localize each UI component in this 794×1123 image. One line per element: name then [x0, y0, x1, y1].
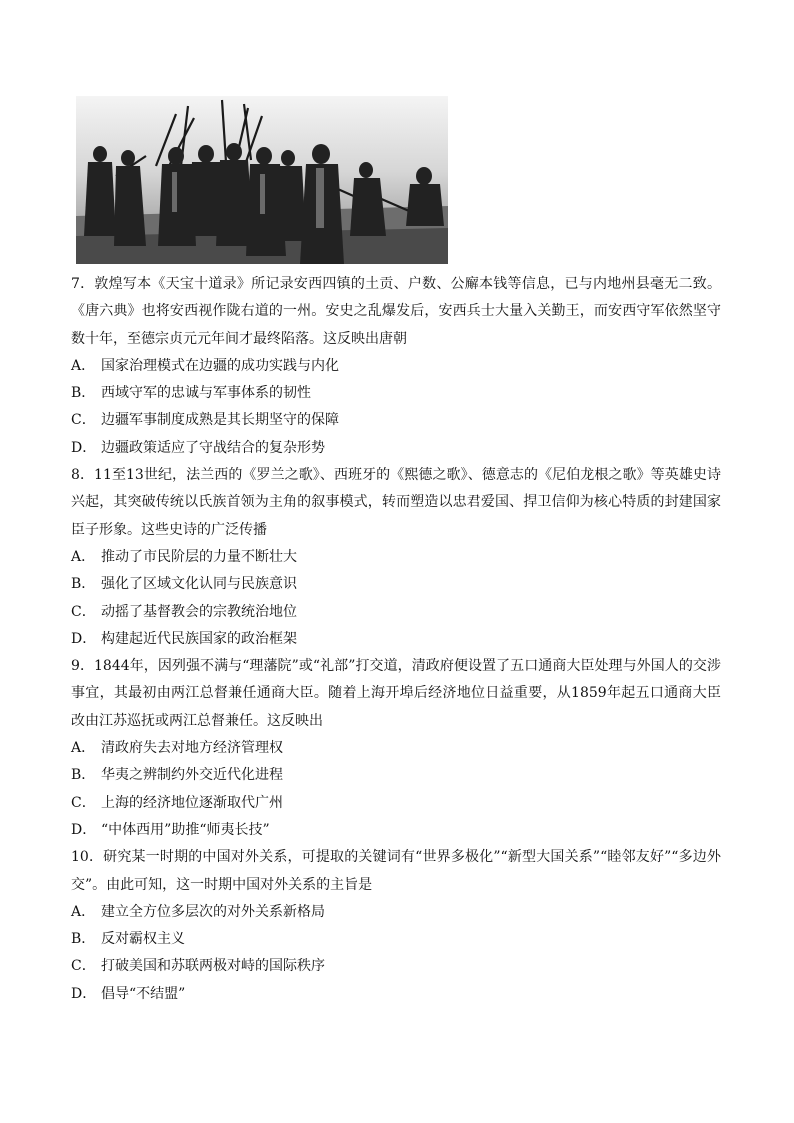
option-letter: A． [71, 357, 96, 374]
question-stem: 10．研究某一时期的中国对外关系，可提取的关键词有“世界多极化”“新型大国关系”“睦邻友好”“多边外交”。由此可知，这一时期中国对外关系的主旨是 [71, 849, 721, 893]
option-d [71, 626, 721, 653]
option-letter: D． [71, 985, 97, 1002]
option-letter: A． [71, 548, 96, 565]
option-letter: C． [71, 603, 96, 620]
option-letter: C． [71, 958, 96, 975]
option-letter: C． [71, 412, 96, 429]
option-text: 上海的经济地位逐渐取代广州 [101, 794, 283, 811]
question-9 [71, 653, 721, 844]
option-text: 打破美国和苏联两极对峙的国际秩序 [101, 958, 325, 975]
option-text: 反对霸权主义 [101, 931, 185, 948]
option-c [71, 407, 721, 434]
option-a [71, 544, 721, 571]
option-b [71, 571, 721, 598]
option-letter: B． [71, 767, 96, 784]
option-letter: B． [71, 385, 96, 402]
question-10 [71, 844, 721, 1008]
option-letter: C． [71, 794, 96, 811]
option-d [71, 981, 721, 1008]
option-d [71, 435, 721, 462]
option-text: 清政府失去对地方经济管理权 [101, 740, 283, 757]
question-stem: 9．1844年，因列强不满与“理藩院”或“礼部”打交道，清政府便设置了五口通商大臣处理与外国人的交涉事宜，其最初由两江总督兼任通商大臣。随着上海开埠后经济地位日益重要，从1859年起五口通商大臣改由江苏巡抚或两江总督兼任。这反映出 [71, 658, 721, 729]
option-letter: D． [71, 630, 97, 647]
question-stem: 7．敦煌写本《天宝十道录》所记录安西四镇的土贡、户数、公廨本钱等信息，已与内地州县毫无二致。《唐六典》也将安西视作陇右道的一州。安史之乱爆发后，安西兵士大量入关勤王，而安西守军依然坚守数十年，至德宗贞元元年间才最终陷落。这反映出唐朝 [71, 276, 721, 347]
soldiers-with-rifles-photo [76, 96, 448, 264]
option-text: 强化了区域文化认同与民族意识 [101, 576, 297, 593]
option-b [71, 926, 721, 953]
option-letter: B． [71, 931, 96, 948]
option-text: 华夷之辨制约外交近代化进程 [101, 767, 283, 784]
option-b [71, 762, 721, 789]
option-text: 构建起近代民族国家的政治框架 [101, 630, 297, 647]
option-c [71, 599, 721, 626]
option-b [71, 380, 721, 407]
option-letter: D． [71, 821, 97, 838]
option-d [71, 817, 721, 844]
option-text: 倡导“不结盟” [101, 985, 186, 1002]
historical-photo [76, 96, 448, 264]
question-list [71, 271, 721, 1008]
option-c [71, 953, 721, 980]
option-text: 西域守军的忠诚与军事体系的韧性 [101, 385, 311, 402]
option-a [71, 353, 721, 380]
option-c [71, 790, 721, 817]
question-8 [71, 462, 721, 653]
option-letter: D． [71, 439, 97, 456]
option-text: 国家治理模式在边疆的成功实践与内化 [101, 357, 339, 374]
question-stem: 8．11至13世纪，法兰西的《罗兰之歌》、西班牙的《熙德之歌》、德意志的《尼伯龙根之歌》等英雄史诗兴起，其突破传统以氏族首领为主角的叙事模式，转而塑造以忠君爱国、捍卫信仰为核心特质的封建国家臣子形象。这些史诗的广泛传播 [71, 467, 721, 538]
option-text: 动摇了基督教会的宗教统治地位 [101, 603, 297, 620]
option-letter: B． [71, 576, 96, 593]
option-text: 边疆政策适应了守战结合的复杂形势 [101, 439, 325, 456]
option-a [71, 735, 721, 762]
option-letter: A． [71, 740, 96, 757]
option-letter: A． [71, 903, 96, 920]
option-text: “中体西用”助推“师夷长技” [101, 821, 270, 838]
option-text: 建立全方位多层次的对外关系新格局 [101, 903, 325, 920]
option-text: 推动了市民阶层的力量不断壮大 [101, 548, 297, 565]
option-a [71, 899, 721, 926]
question-7 [71, 271, 721, 462]
option-text: 边疆军事制度成熟是其长期坚守的保障 [101, 412, 339, 429]
